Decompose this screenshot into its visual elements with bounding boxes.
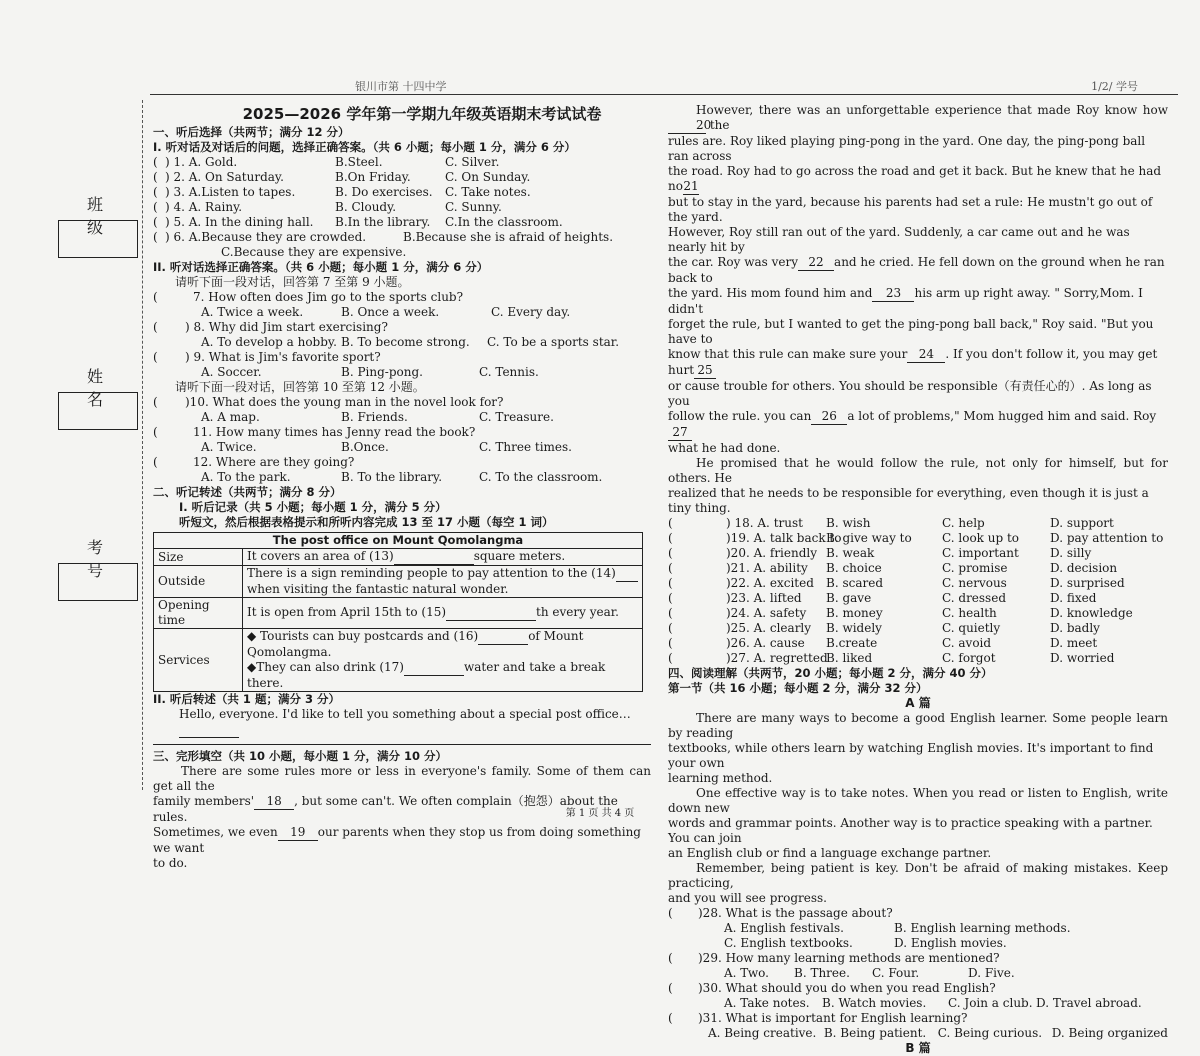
answer-bracket[interactable]: ( — [668, 621, 673, 635]
answer-blank-17[interactable] — [404, 660, 464, 676]
number-box[interactable] — [58, 563, 138, 601]
option-text: )21. A. ability — [726, 561, 808, 575]
cloze-line-2: family members' 18 , but some can't. We often complain（抱怨）about the rules. — [153, 794, 618, 824]
option-text: C. dressed — [942, 591, 1007, 605]
table-row: Outside There is a sign reminding people to pay attention to the (14) when visiting the fantastic natural wonder. — [154, 566, 643, 598]
option-text: D. support — [1050, 516, 1114, 530]
option-text: B. wish — [826, 516, 871, 530]
section-3-heading: 三、完形填空（共 10 小题，每小题 1 分，满分 10 分） — [153, 749, 448, 763]
class-label: 班 级 — [86, 195, 129, 237]
reading-line: Remember, being patient is key. Don't be afraid of making mistakes. Keep practicing, — [668, 861, 1168, 890]
passage-line: the car. Roy was very 22 and he cried. He fell down on the ground when he ran back to — [668, 255, 1165, 285]
option-text: B. scared — [826, 576, 883, 590]
option-text: D. worried — [1050, 651, 1115, 665]
right-column — [668, 103, 1168, 1056]
question-28-options: C. English textbooks. D. English movies. — [724, 936, 1007, 950]
reading-line: words and grammar points. Another way is to practice speaking with a partner. You can join — [668, 816, 1153, 845]
option-text: B. money — [826, 606, 883, 620]
answer-bracket[interactable]: ( — [668, 531, 673, 545]
cloze-option-row — [668, 651, 1168, 666]
question-12: ( 12. Where are they going? — [153, 455, 355, 469]
passage-line: the road. Roy had to go across the road and get it back. But he knew that he had no21 — [668, 164, 1162, 193]
answer-bracket[interactable]: ( — [668, 636, 673, 650]
question-12-options: A. To the park. B. To the library. C. To the classroom. — [201, 470, 603, 484]
option-text: B. weak — [826, 546, 875, 560]
cloze-option-row — [668, 606, 1168, 621]
reading-line: an English club or find a language exchange partner. — [668, 846, 992, 860]
left-column — [153, 103, 651, 871]
passage-line: He promised that he would follow the rule, not only for himself, but for others. He — [668, 456, 1168, 485]
option-text: C. forgot — [942, 651, 996, 665]
post-office-table — [153, 532, 643, 692]
page-footer: 第 1 页 共 4 页 — [565, 808, 635, 819]
option-text: C. avoid — [942, 636, 992, 650]
passage-line: or cause trouble for others. You should be responsible（有责任心的）. As long as you — [668, 379, 1152, 408]
binding-line — [142, 100, 143, 790]
option-text: B. choice — [826, 561, 882, 575]
option-text: )24. A. safety — [726, 606, 807, 620]
cloze-option-row — [668, 546, 1168, 561]
passage-line: realized that he needs to be responsible for everything, even though it is just a tiny thing. — [668, 486, 1149, 515]
question-7: ( 7. How often does Jim go to the sports club? — [153, 290, 464, 304]
cloze-option-row — [668, 636, 1168, 651]
passage-line: forget the rule, but I wanted to get the ping-pong ball back," Roy said. "But you have to — [668, 317, 1154, 346]
question-4: ( ) 4. A. Rainy. B. Cloudy. C. Sunny. — [153, 200, 502, 214]
passage-line: follow the rule. you can 26 a lot of problems," Mom hugged him and said. Roy27 — [668, 409, 1157, 439]
section-1-heading: 一、听后选择（共两节；满分 12 分） — [153, 125, 350, 139]
answer-bracket[interactable]: ( — [668, 651, 673, 665]
part-1-heading: I. 听对话及对话后的问题，选择正确答案。（共 6 小题；每小题 1 分，满分 6 分） — [153, 140, 576, 154]
question-9-options: A. Soccer. B. Ping-pong. C. Tennis. — [201, 365, 539, 379]
name-box[interactable] — [58, 392, 138, 430]
cloze-line-1: There are some rules more or less in everyone's family. Some of them can get all the — [153, 764, 651, 793]
question-8-options: A. To develop a hobby. B. To become strong. C. To be a sports star. — [201, 335, 620, 349]
option-text: )25. A. clearly — [726, 621, 812, 635]
s2-instructions: 听短文，然后根据表格提示和所听内容完成 13 至 17 小题（每空 1 词） — [179, 515, 554, 529]
question-6-option-c: C.Because they are expensive. — [221, 245, 407, 259]
cloze-line-3: Sometimes, we even 19 our parents when they stop us from doing something we want — [153, 825, 641, 855]
question-10-options: A. A map. B. Friends. C. Treasure. — [201, 410, 554, 424]
answer-blank-15[interactable] — [446, 605, 536, 621]
reading-line: learning method. — [668, 771, 773, 785]
option-text: D. fixed — [1050, 591, 1097, 605]
question-28: ( )28. What is the passage about? — [668, 906, 893, 920]
question-6: ( ) 6. A.Because they are crowded. B.Because she is afraid of heights. — [153, 230, 614, 244]
option-text: C. nervous — [942, 576, 1007, 590]
answer-bracket[interactable]: ( — [668, 516, 673, 530]
option-text: D. meet — [1050, 636, 1098, 650]
option-text: B. give way to — [826, 531, 912, 545]
option-text: B. liked — [826, 651, 873, 665]
passage-line: what he had done. — [668, 441, 781, 455]
question-29: ( )29. How many learning methods are mentioned? — [668, 951, 1000, 965]
passage-line: However, there was an unforgettable experience that made Roy know how 20 the — [668, 103, 1168, 134]
passage-line: the yard. His mom found him and 23 his arm up right away. " Sorry,Mom. I didn't — [668, 286, 1143, 316]
question-9: ( ) 9. What is Jim's favorite sport? — [153, 350, 381, 364]
option-text: C. look up to — [942, 531, 1020, 545]
passage-b-label: B 篇 — [905, 1041, 931, 1055]
option-text: B.create — [826, 636, 878, 650]
passage-line: rules are. Roy liked playing ping-pong in the yard. One day, the ping-pong ball ran across — [668, 134, 1146, 163]
answer-blank-14[interactable] — [616, 566, 638, 582]
retell-answer-line[interactable] — [179, 722, 239, 738]
intro-10-12: 请听下面一段对话，回答第 10 至第 12 小题。 — [175, 380, 425, 394]
option-text: C. help — [942, 516, 985, 530]
table-row: Size It covers an area of (13) square meters. — [154, 549, 643, 566]
reading-line: and you will see progress. — [668, 891, 827, 905]
reading-line: One effective way is to take notes. When you read or listen to English, write down new — [668, 786, 1168, 815]
question-8: ( ) 8. Why did Jim start exercising? — [153, 320, 388, 334]
option-text: C. promise — [942, 561, 1008, 575]
cloze-line-4: to do. — [153, 856, 188, 870]
option-text: B. widely — [826, 621, 882, 635]
answer-blank-13[interactable] — [394, 549, 474, 565]
option-text: D. silly — [1050, 546, 1092, 560]
question-29-options: A. Two. B. Three. C. Four. D. Five. — [724, 966, 1015, 980]
passage-a-label: A 篇 — [905, 696, 931, 710]
answer-bracket[interactable]: ( — [668, 576, 673, 590]
class-box[interactable] — [58, 220, 138, 258]
question-3: ( ) 3. A.Listen to tapes. B. Do exercises. C. Take notes. — [153, 185, 531, 199]
cloze-option-row — [668, 561, 1168, 576]
passage-line: However, Roy still ran out of the yard. Suddenly, a car came out and he was nearly hit by — [668, 225, 1130, 254]
name-label: 姓 名 — [86, 367, 129, 409]
option-text: )19. A. talk back to — [726, 531, 842, 545]
cloze-option-row — [668, 621, 1168, 636]
option-text: D. badly — [1050, 621, 1100, 635]
passage-line: know that this rule can make sure your 24 . If you don't follow it, you may get hurt 25 — [668, 347, 1158, 377]
reading-line: There are many ways to become a good English learner. Some people learn by reading — [668, 711, 1168, 740]
question-30: ( )30. What should you do when you read English? — [668, 981, 996, 995]
number-label: 考 号 — [86, 538, 129, 580]
passage-line: but to stay in the yard, because his parents had set a rule: He mustn't go out of the yard. — [668, 195, 1153, 224]
question-2: ( ) 2. A. On Saturday. B.On Friday. C. On Sunday. — [153, 170, 531, 184]
section-4-part-1: 第一节（共 16 小题；每小题 2 分，满分 32 分） — [668, 681, 928, 695]
option-text: )23. A. lifted — [726, 591, 802, 605]
option-text: C. health — [942, 606, 997, 620]
answer-bracket[interactable]: ( — [668, 591, 673, 605]
option-text: ) 18. A. trust — [726, 516, 803, 530]
intro-7-9: 请听下面一段对话，回答第 7 至第 9 小题。 — [175, 275, 410, 289]
cloze-options — [668, 516, 1168, 666]
binding-margin — [0, 0, 150, 849]
question-10: ( )10. What does the young man in the novel look for? — [153, 395, 504, 409]
option-text: C. important — [942, 546, 1019, 560]
question-1: ( ) 1. A. Gold. B.Steel. C. Silver. — [153, 155, 500, 169]
question-31-options: A. Being creative. B. Being patient. C. Being curious. D. Being organized — [708, 1026, 1168, 1040]
cloze-option-row — [668, 531, 1168, 546]
school-name: 银川市第 十四中学 — [355, 80, 447, 93]
option-text: B. gave — [826, 591, 872, 605]
cloze-option-row — [668, 516, 1168, 531]
answer-bracket[interactable]: ( — [668, 546, 673, 560]
option-text: )22. A. excited — [726, 576, 814, 590]
table-row: Opening time It is open from April 15th to (15) th every year. — [154, 598, 643, 629]
cloze-option-row — [668, 591, 1168, 606]
cloze-option-row — [668, 576, 1168, 591]
question-11: ( 11. How many times has Jenny read the book? — [153, 425, 476, 439]
question-7-options: A. Twice a week. B. Once a week. C. Every day. — [201, 305, 571, 319]
header-right: 1/2/ 学号 — [1091, 80, 1138, 93]
option-text: )27. A. regretted — [726, 651, 828, 665]
question-28-options: A. English festivals. B. English learning methods. — [724, 921, 1071, 935]
s2-part-2-heading: II. 听后转述（共 1 题；满分 3 分） — [153, 692, 340, 706]
option-text: D. decision — [1050, 561, 1118, 575]
section-2-heading: 二、听记转述（共两节；满分 8 分） — [153, 485, 342, 499]
question-31: ( )31. What is important for English learning? — [668, 1011, 968, 1025]
answer-blank-16[interactable] — [478, 629, 528, 645]
option-text: )20. A. friendly — [726, 546, 818, 560]
table-title: The post office on Mount Qomolangma — [154, 533, 643, 549]
option-text: D. pay attention to — [1050, 531, 1164, 545]
s2-part-1-heading: I. 听后记录（共 5 小题；每小题 1 分，满分 5 分） — [179, 500, 447, 514]
reading-line: textbooks, while others learn by watching English movies. It's important to find your own — [668, 741, 1154, 770]
section-4-heading: 四、阅读理解（共两节，20 小题；每小题 2 分，满分 40 分） — [668, 666, 993, 680]
question-30-options: A. Take notes. B. Watch movies. C. Join a club. D. Travel abroad. — [724, 996, 1142, 1010]
exam-title: 2025—2026 学年第一学期九年级英语期末考试试卷 — [242, 105, 602, 123]
option-text: D. knowledge — [1050, 606, 1133, 620]
retell-prompt: Hello, everyone. I'd like to tell you something about a special post office… — [153, 707, 651, 738]
question-5: ( ) 5. A. In the dining hall. B.In the library. C.In the classroom. — [153, 215, 563, 229]
question-11-options: A. Twice. B.Once. C. Three times. — [201, 440, 572, 454]
page-header — [150, 78, 1178, 95]
answer-bracket[interactable]: ( — [668, 561, 673, 575]
option-text: C. quietly — [942, 621, 1001, 635]
part-2-heading: II. 听对话选择正确答案。（共 6 小题；每小题 1 分，满分 6 分） — [153, 260, 489, 274]
option-text: )26. A. cause — [726, 636, 805, 650]
option-text: D. surprised — [1050, 576, 1125, 590]
table-row: Services ◆ Tourists can buy postcards and (16) of Mount Qomolangma. ◆They can also drink (17) water and take a break there. — [154, 629, 643, 692]
answer-bracket[interactable]: ( — [668, 606, 673, 620]
